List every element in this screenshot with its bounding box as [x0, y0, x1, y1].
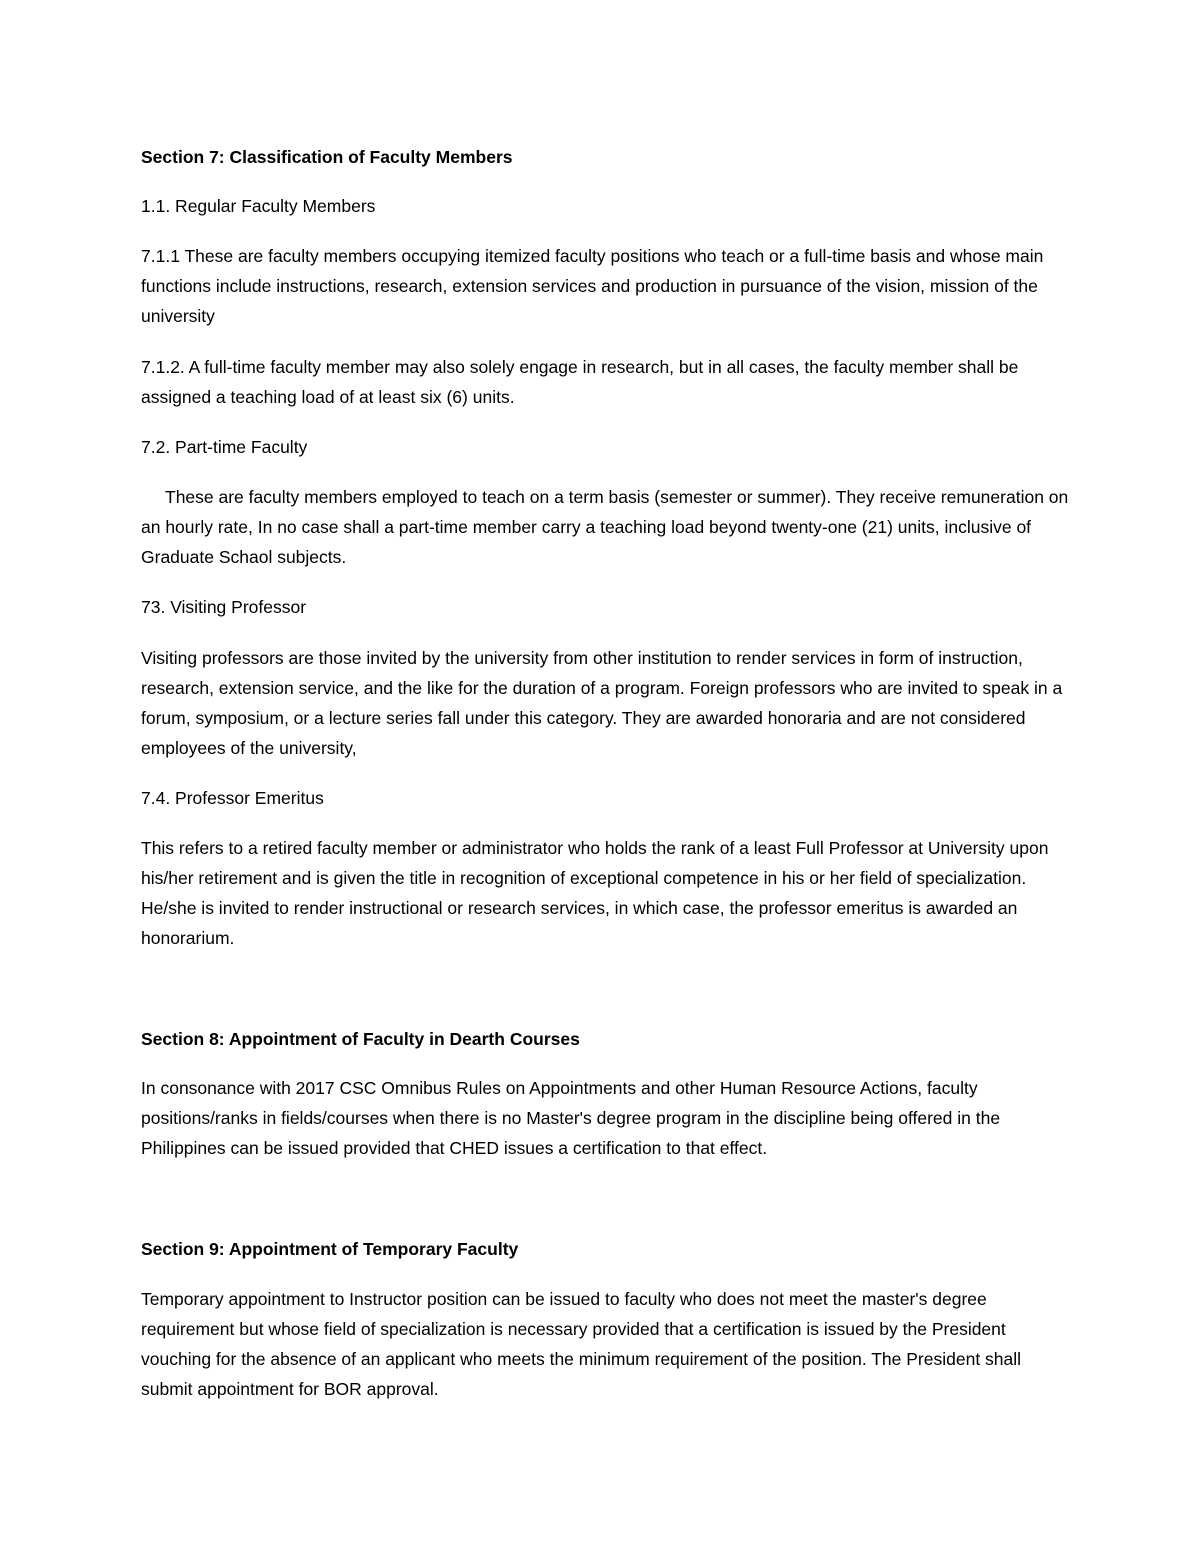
part-time-faculty-title: 7.2. Part-time Faculty: [141, 437, 308, 457]
section-7-heading: Section 7: Classification of Faculty Members: [141, 147, 513, 167]
section-8-heading: Section 8: Appointment of Faculty in Dearth Courses: [141, 1029, 580, 1049]
paragraph-7-1-2: 7.1.2. A full-time faculty member may also solely engage in research, but in all cases, the faculty member shall be assigned a teaching load of at least six (6) units.: [141, 357, 1019, 407]
professor-emeritus-title: 7.4. Professor Emeritus: [141, 788, 324, 808]
paragraph-7-1-1: 7.1.1 These are faculty members occupying itemized faculty positions who teach or a full-time basis and whose main functions include instructions, research, extension services and production in pursuance of the vision, mission of the university: [141, 246, 1044, 326]
professor-emeritus-body: This refers to a retired faculty member or administrator who holds the rank of a least Full Professor at University upon his/her retirement and is given the title in recognition of exceptional competence in his or her field of specialization. He/she is invited to render instructional or research services, in which case, the professor emeritus is awarded an honorarium.: [141, 838, 1049, 948]
section-9-heading: Section 9: Appointment of Temporary Faculty: [141, 1239, 519, 1259]
section-9-body: Temporary appointment to Instructor position can be issued to faculty who does not meet the master's degree requirement but whose field of specialization is necessary provided that a certification is issued by the President vouching for the absence of an applicant who meets the minimum requirement of the position. The President shall submit appointment for BOR approval.: [141, 1289, 1022, 1399]
section-8-body: In consonance with 2017 CSC Omnibus Rules on Appointments and other Human Resource Actions, faculty positions/ranks in fields/courses when there is no Master's degree program in the discipline being offered in the Philippines can be issued provided that CHED issues a certification to that effect.: [141, 1078, 1001, 1158]
visiting-professor-body: Visiting professors are those invited by the university from other institution to render services in form of instruction, research, extension service, and the like for the duration of a program. Foreign professors who are invited to speak in a forum, symposium, or a lecture series fall under this category. They are awarded honoraria and are not considered employees of the university,: [141, 648, 1063, 758]
visiting-professor-title: 73. Visiting Professor: [141, 597, 307, 617]
part-time-faculty-body: These are faculty members employed to teach on a term basis (semester or summer). They receive remuneration on an hourly rate, In no case shall a part-time member carry a teaching load beyond twenty-one (21) units, inclusive of Graduate Schaol subjects.: [141, 487, 1069, 567]
regular-faculty-title: 1.1. Regular Faculty Members: [141, 196, 376, 216]
